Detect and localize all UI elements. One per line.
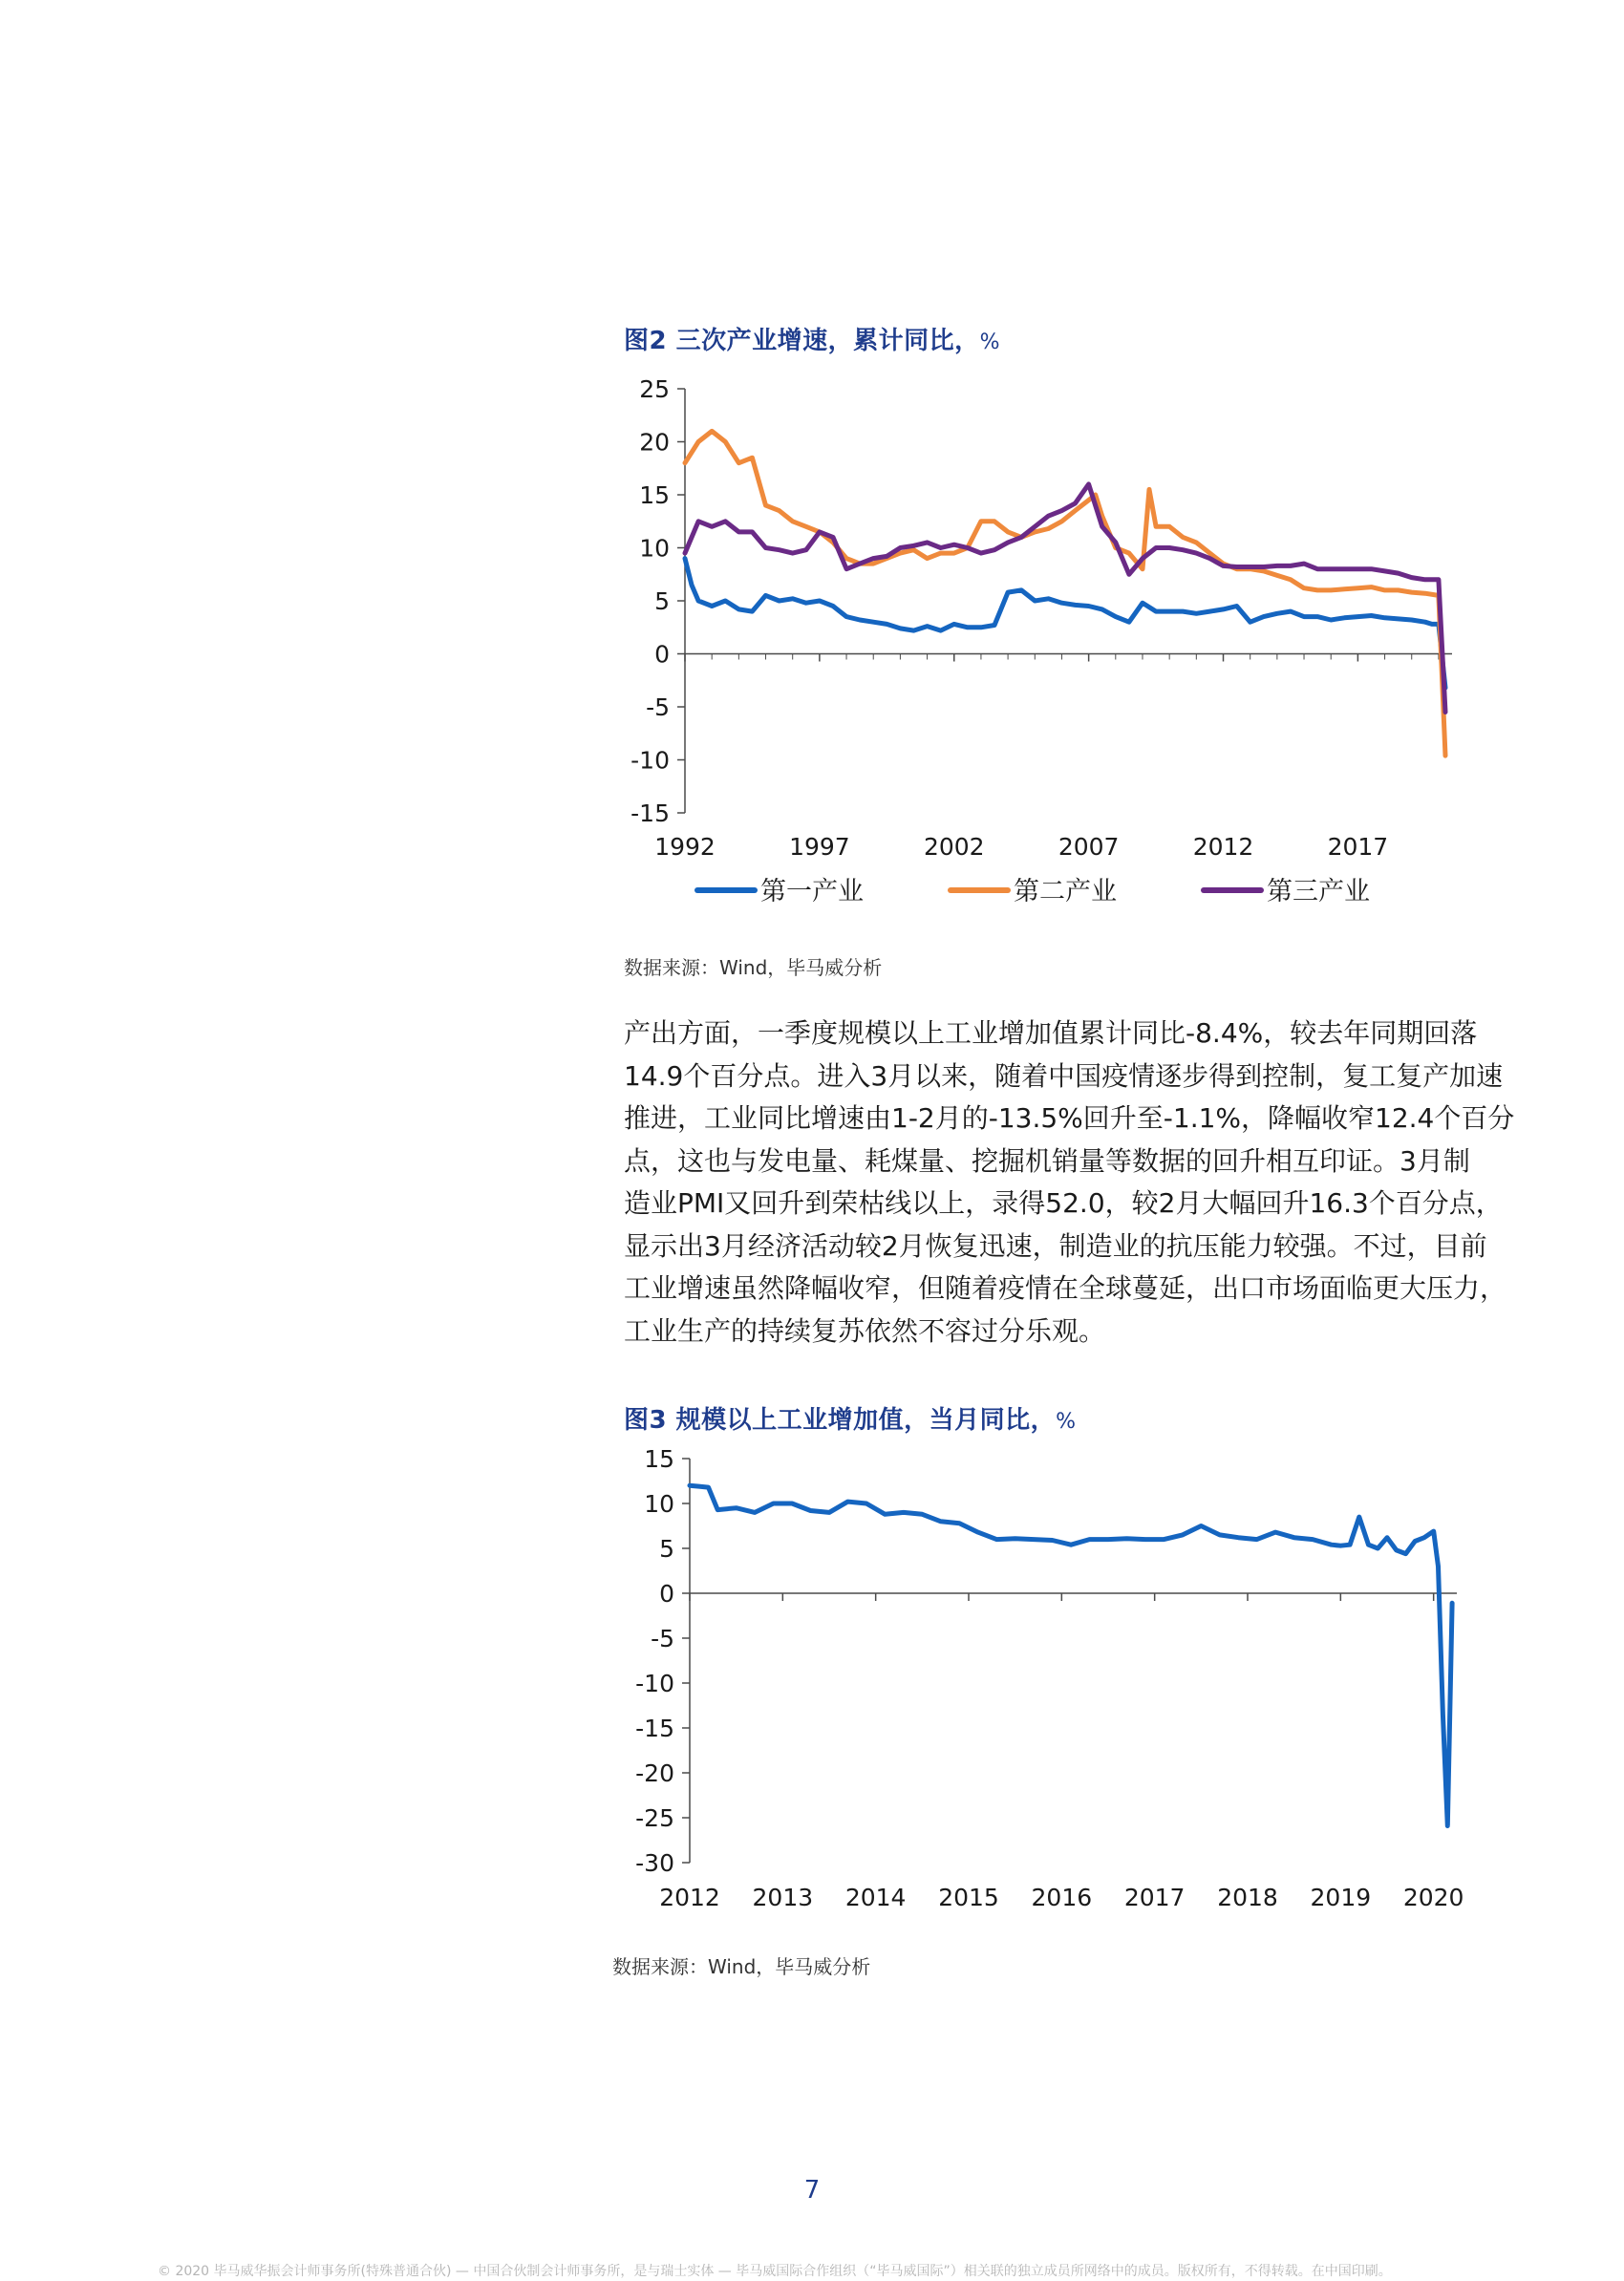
body-line: 推进，工业同比增速由1-2月的-13.5%回升至-1.1%，降幅收窄12.4个百分 bbox=[624, 1102, 1515, 1134]
figure-3-title-text: 图3 规模以上工业增加值，当月同比， bbox=[624, 1406, 1057, 1435]
y-tick-label: -5 bbox=[651, 1625, 674, 1652]
x-tick-label: 2012 bbox=[659, 1884, 720, 1911]
body-line: 产出方面，一季度规模以上工业增加值累计同比-8.4%，较去年同期回落 bbox=[624, 1017, 1478, 1049]
figure-2-source: 数据来源：Wind，毕马威分析 bbox=[624, 956, 883, 979]
y-tick-label: 5 bbox=[659, 1535, 674, 1563]
body-line: 工业增速虽然降幅收窄，但随着疫情在全球蔓延，出口市场面临更大压力， bbox=[624, 1272, 1507, 1304]
y-tick-label: -10 bbox=[630, 746, 670, 775]
y-tick-label: -25 bbox=[635, 1804, 674, 1832]
body-line: 显示出3月经济活动较2月恢复迅速，制造业的抗压能力较强。不过，目前 bbox=[624, 1229, 1487, 1262]
y-tick-label: 10 bbox=[639, 534, 670, 563]
x-tick-label: 2013 bbox=[752, 1884, 814, 1911]
x-tick-label: 2015 bbox=[938, 1884, 999, 1911]
figure-3-source: 数据来源：Wind，毕马威分析 bbox=[612, 1955, 871, 1978]
figure-2-title-unit: % bbox=[979, 330, 1001, 354]
y-tick-label: -20 bbox=[635, 1759, 674, 1787]
x-tick-label: 2002 bbox=[923, 833, 985, 861]
series-line-2 bbox=[685, 431, 1445, 756]
x-tick-label: 2020 bbox=[1402, 1884, 1464, 1911]
body-line: 造业PMI又回升到荣枯线以上，录得52.0，较2月大幅回升16.3个百分点， bbox=[624, 1187, 1503, 1219]
legend-label-3: 第三产业 bbox=[1267, 877, 1370, 906]
x-tick-label: 2018 bbox=[1217, 1884, 1278, 1911]
y-tick-label: -30 bbox=[635, 1849, 674, 1877]
legend-label-1: 第一产业 bbox=[760, 877, 864, 906]
x-tick-label: 2012 bbox=[1192, 833, 1254, 861]
figure-3-title-unit: % bbox=[1056, 1410, 1077, 1434]
body-line: 点，这也与发电量、耗煤量、挖掘机销量等数据的回升相互印证。3月制 bbox=[624, 1144, 1470, 1177]
body-paragraph bbox=[624, 1013, 1522, 1353]
y-tick-label: -15 bbox=[635, 1715, 674, 1742]
x-tick-label: 2019 bbox=[1310, 1884, 1372, 1911]
y-tick-label: 25 bbox=[639, 375, 670, 403]
legend-label-2: 第二产业 bbox=[1014, 877, 1117, 906]
y-tick-label: 15 bbox=[644, 1445, 674, 1473]
figure-3-title bbox=[624, 1400, 1077, 1436]
figure-3-chart bbox=[611, 1447, 1509, 1925]
x-tick-label: 2014 bbox=[844, 1884, 907, 1911]
page-number: 7 bbox=[803, 2176, 821, 2205]
body-line: 14.9个百分点。进入3月以来，随着中国疫情逐步得到控制，复工复产加速 bbox=[624, 1059, 1504, 1092]
y-tick-label: -5 bbox=[646, 693, 670, 721]
y-tick-label: 0 bbox=[659, 1580, 674, 1608]
y-tick-label: 20 bbox=[639, 428, 670, 457]
x-tick-label: 2016 bbox=[1031, 1884, 1093, 1911]
y-tick-label: -15 bbox=[630, 799, 670, 827]
x-tick-label: 2017 bbox=[1327, 833, 1389, 861]
x-tick-label: 1992 bbox=[654, 833, 716, 861]
y-tick-label: 0 bbox=[654, 640, 670, 669]
y-tick-label: 5 bbox=[654, 587, 670, 615]
x-tick-label: 1997 bbox=[789, 833, 850, 861]
series-line-1 bbox=[685, 559, 1445, 688]
figure-2-chart bbox=[611, 368, 1509, 912]
x-tick-label: 2007 bbox=[1058, 833, 1120, 861]
figure-2-title bbox=[624, 321, 1000, 356]
y-tick-label: 10 bbox=[644, 1490, 674, 1518]
figure-2-title-text: 图2 三次产业增速，累计同比， bbox=[624, 327, 980, 355]
y-tick-label: -10 bbox=[635, 1670, 674, 1697]
series-line-1 bbox=[690, 1485, 1452, 1825]
x-tick-label: 2017 bbox=[1123, 1884, 1186, 1911]
footer-copyright: © 2020 毕马威华振会计师事务所(特殊普通合伙) — 中国合伙制会计师事务所，是与瑞士实体 — 毕马威国际合作组织（“毕马威国际”）相关联的独立成员所网络中的成员。版权所有，不得转载。在中国印刷。 bbox=[158, 2264, 1392, 2279]
y-tick-label: 15 bbox=[639, 481, 670, 509]
body-line: 工业生产的持续复苏依然不容过分乐观。 bbox=[624, 1314, 1106, 1347]
